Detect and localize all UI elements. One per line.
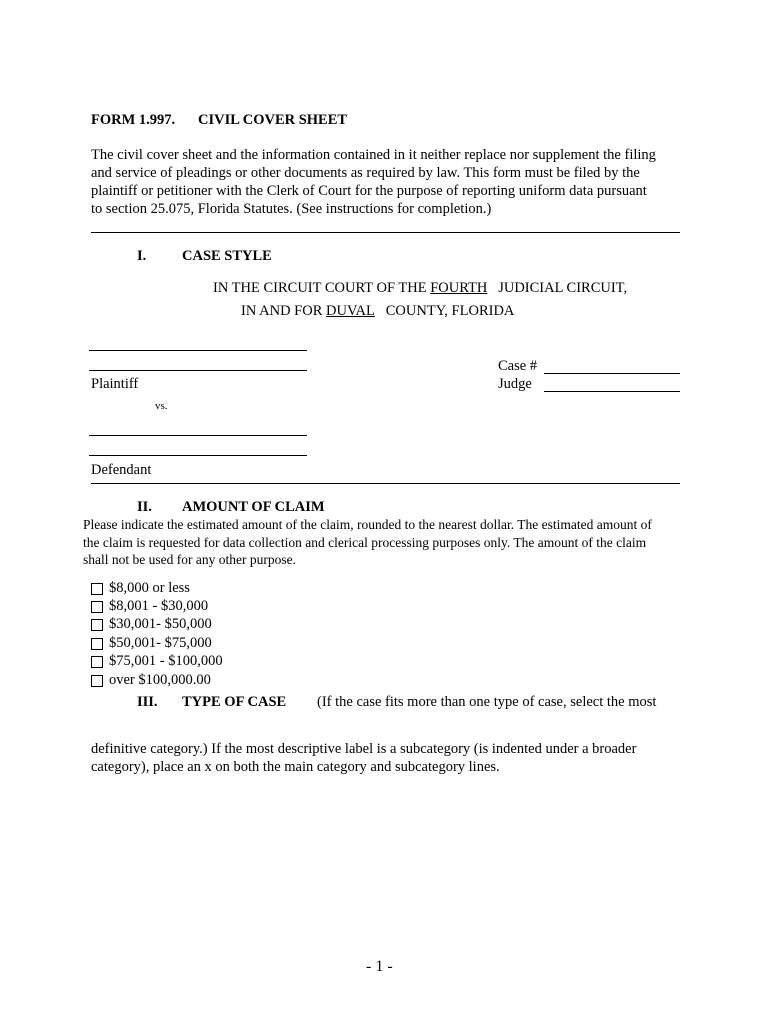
- form-title: CIVIL COVER SHEET: [198, 112, 348, 128]
- checkbox[interactable]: [91, 601, 103, 613]
- page-number: - 1 -: [366, 958, 393, 975]
- defendant-name-line[interactable]: [89, 435, 307, 436]
- claim-option[interactable]: [91, 653, 223, 670]
- case-number-field[interactable]: [544, 373, 680, 374]
- court-prefix: IN THE CIRCUIT COURT OF THE: [213, 280, 427, 296]
- section-numeral: I.: [137, 248, 147, 264]
- checkbox[interactable]: [91, 583, 103, 595]
- court-line: [213, 280, 627, 297]
- divider: [91, 232, 680, 233]
- plaintiff-name-line[interactable]: [89, 350, 307, 351]
- type-of-case-heading: TYPE OF CASE: [182, 694, 287, 710]
- claim-option[interactable]: [91, 616, 212, 633]
- case-number-label: Case #: [498, 358, 538, 374]
- divider: [91, 483, 680, 484]
- claim-option[interactable]: [91, 672, 211, 689]
- section-numeral: II.: [137, 499, 152, 515]
- defendant-name-line[interactable]: [89, 455, 307, 456]
- claim-option[interactable]: [91, 635, 212, 652]
- plaintiff-label: Plaintiff: [91, 376, 139, 392]
- claim-option-label: $75,001 - $100,000: [109, 653, 223, 669]
- judge-field[interactable]: [544, 391, 680, 392]
- defendant-label: Defendant: [91, 462, 152, 478]
- county-line: [241, 303, 514, 320]
- claim-option-label: $8,000 or less: [109, 580, 190, 596]
- claim-option-label: $30,001- $50,000: [109, 616, 212, 632]
- instruction-line: Please indicate the estimated amount of the claim, rounded to the nearest dollar. The estimated amount of: [83, 517, 652, 532]
- checkbox[interactable]: [91, 619, 103, 631]
- intro-line: plaintiff or petitioner with the Clerk of Court for the purpose of reporting uniform data pursuant: [91, 183, 647, 199]
- claim-option-label: over $100,000.00: [109, 672, 211, 688]
- continuation-line: definitive category.) If the most descriptive label is a subcategory (is indented under a broader: [91, 741, 637, 757]
- intro-line: The civil cover sheet and the information contained in it neither replace nor supplement the filing: [91, 147, 656, 163]
- intro-line: to section 25.075, Florida Statutes. (See instructions for completion.): [91, 201, 492, 217]
- checkbox[interactable]: [91, 656, 103, 668]
- instruction-line: the claim is requested for data collection and clerical processing purposes only. The amount of the claim: [83, 534, 647, 550]
- county-value: DUVAL: [326, 303, 375, 319]
- claim-option[interactable]: [91, 598, 208, 615]
- intro-line: and service of pleadings or other documents as required by law. This form must be filed by the: [91, 165, 640, 181]
- amount-of-claim-heading: AMOUNT OF CLAIM: [182, 499, 325, 515]
- claim-option-label: $8,001 - $30,000: [109, 598, 209, 614]
- form-number: FORM 1.997.: [91, 112, 176, 128]
- court-suffix: JUDICIAL CIRCUIT,: [498, 280, 628, 296]
- judge-label: Judge: [498, 376, 532, 392]
- circuit-value: FOURTH: [430, 280, 488, 296]
- intro-paragraph: [91, 146, 691, 218]
- plaintiff-name-line[interactable]: [89, 370, 307, 371]
- checkbox[interactable]: [91, 638, 103, 650]
- amount-instructions: [83, 516, 652, 569]
- instruction-line: shall not be used for any other purpose.: [83, 552, 296, 567]
- claim-option-label: $50,001- $75,000: [109, 635, 212, 651]
- county-prefix: IN AND FOR: [241, 303, 323, 319]
- checkbox[interactable]: [91, 675, 103, 687]
- type-of-case-continuation: [91, 740, 691, 776]
- claim-option[interactable]: [91, 580, 190, 597]
- vs-label: vs.: [155, 400, 168, 412]
- type-of-case-note: (If the case fits more than one type of case, select the most: [317, 694, 657, 710]
- section-numeral: III.: [137, 694, 158, 710]
- case-style-heading: CASE STYLE: [182, 248, 272, 264]
- continuation-line: category), place an x on both the main category and subcategory lines.: [91, 759, 500, 775]
- county-suffix: COUNTY, FLORIDA: [385, 303, 515, 319]
